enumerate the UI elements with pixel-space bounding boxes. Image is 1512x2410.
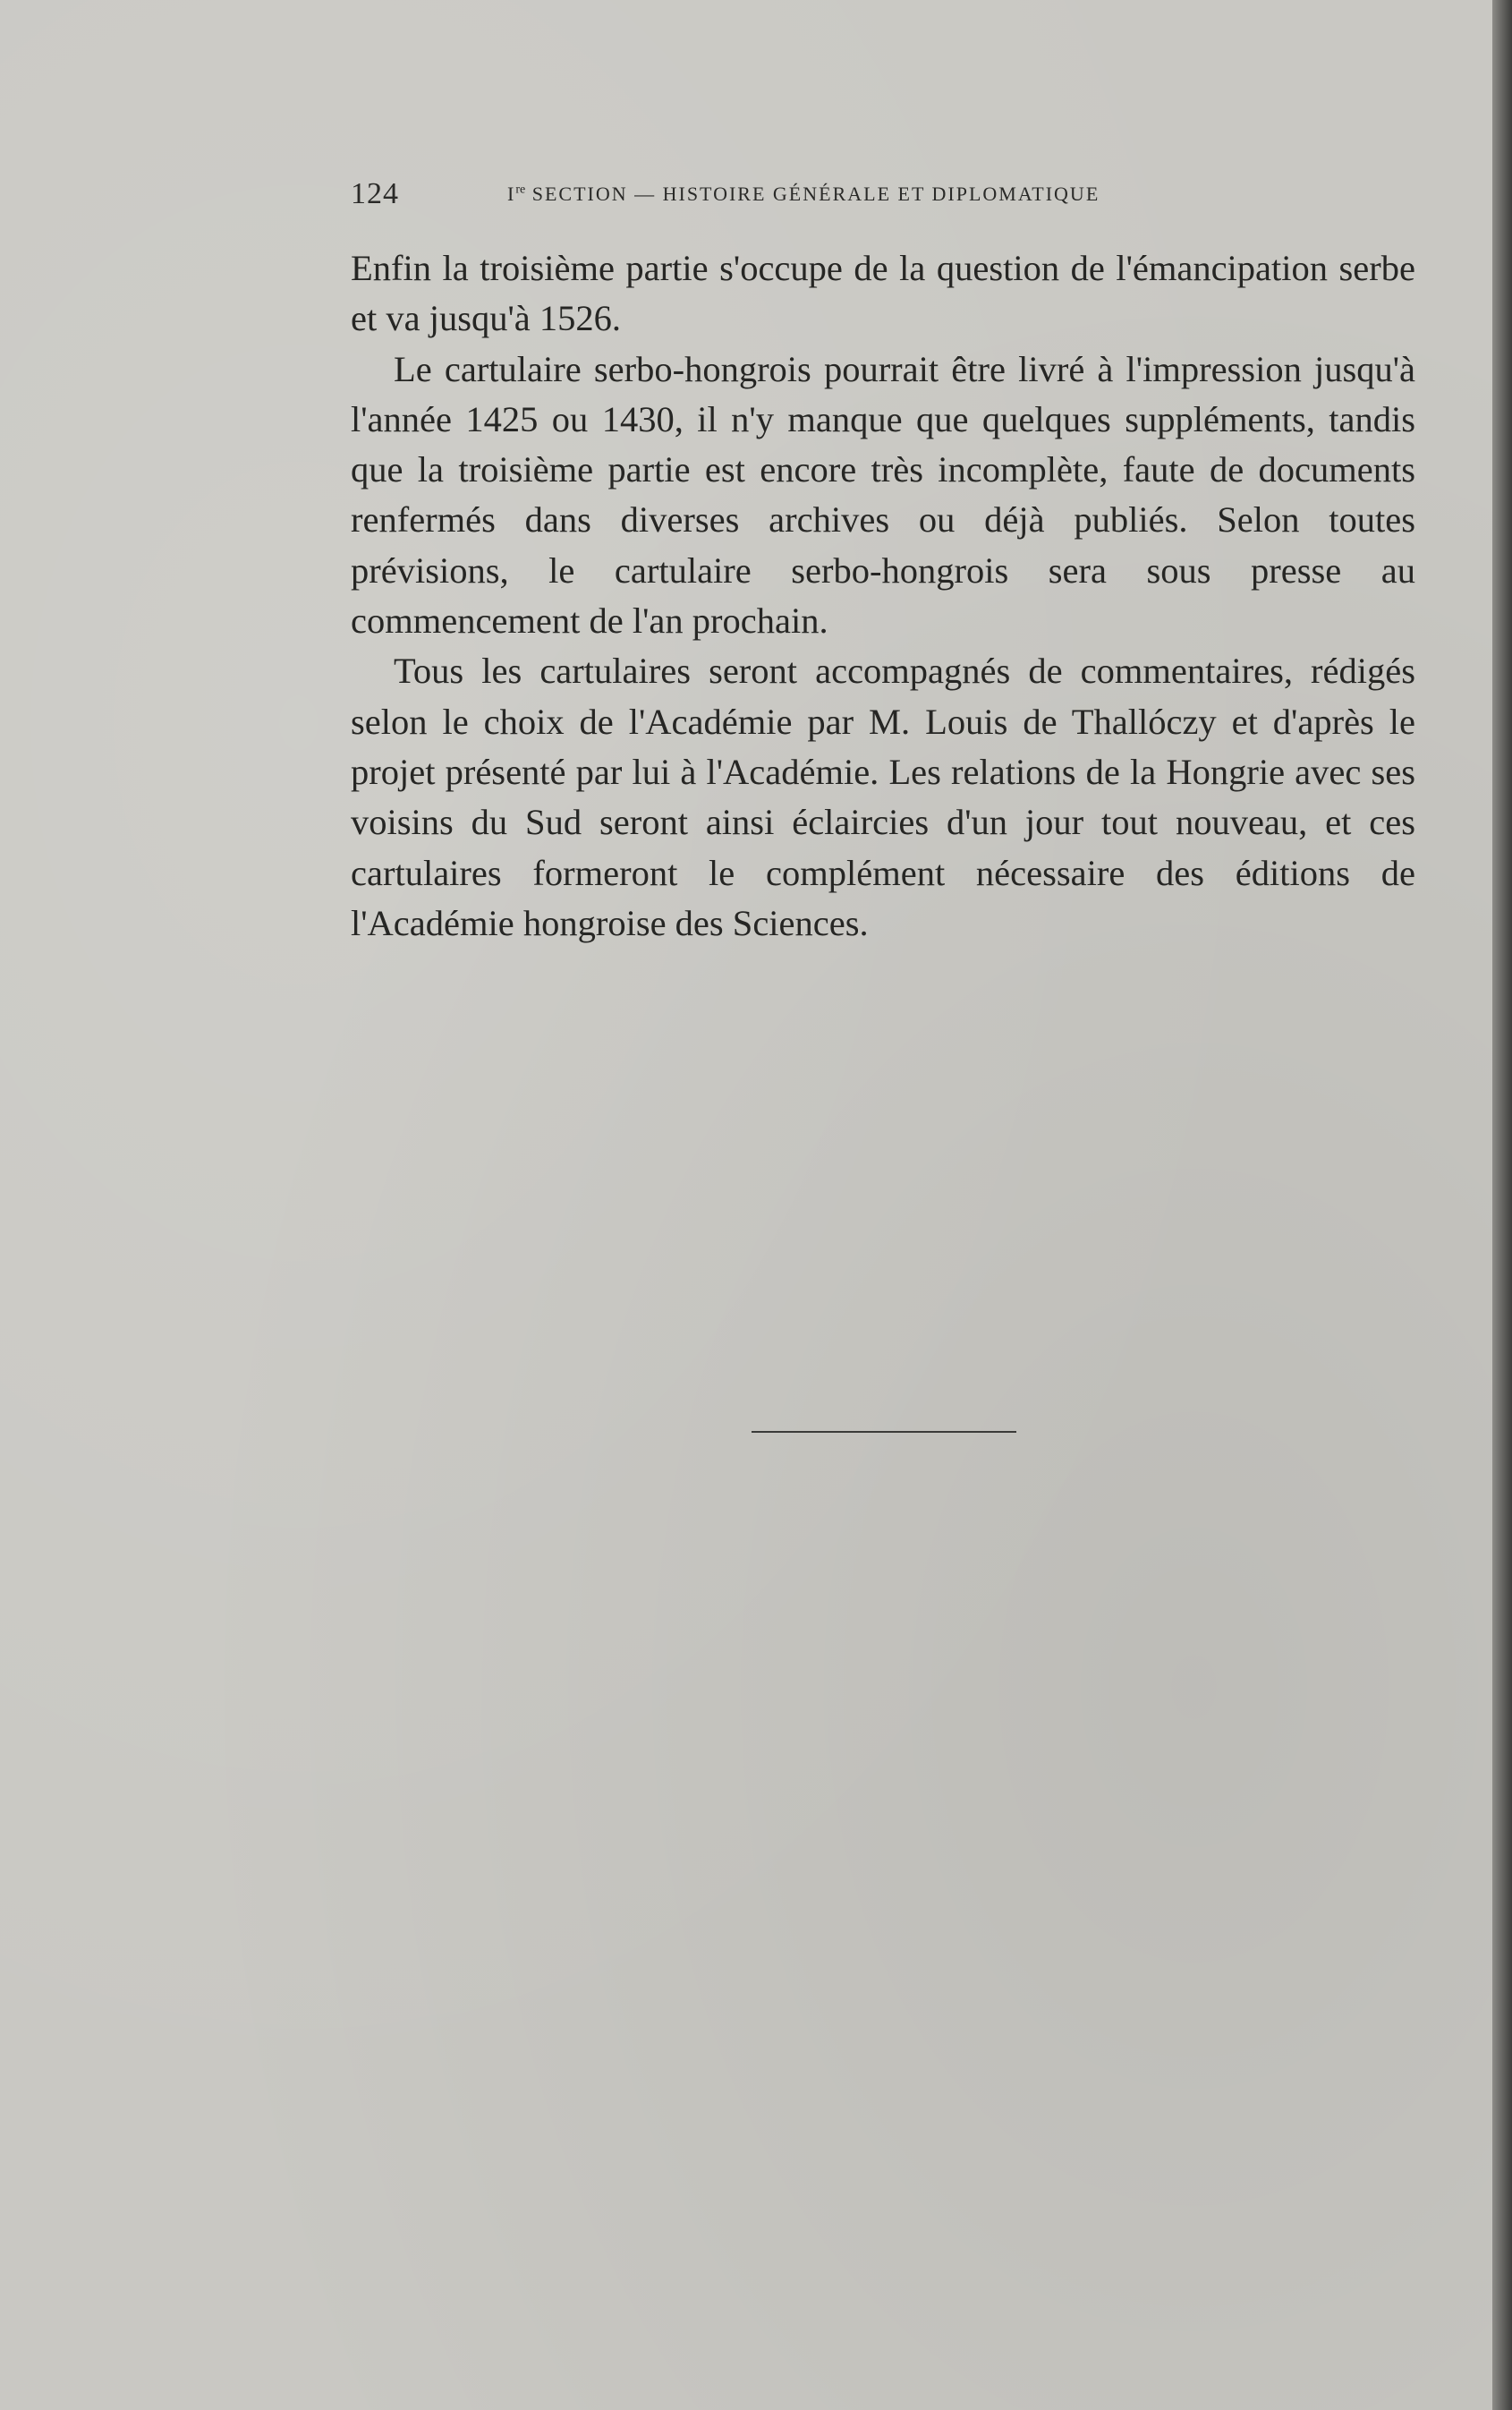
section-title-rest: SECTION — HISTOIRE GÉNÉRALE ET DIPLOMATIQUE xyxy=(525,183,1100,205)
running-head xyxy=(351,177,1254,217)
body-text xyxy=(351,243,1415,949)
paragraph-cartulaire: Le cartulaire serbo-hongrois pourrait être livré à l'impression jusqu'à l'année 1425 ou 1430, il n'y manque que quelques suppléments, tandis que la troisième partie est encore très incomplète, faute de documents renfermés dans diverses archives ou déjà publiés. Selon toutes prévisions, le cartulaire serbo-hongrois sera sous presse au commencement de l'an prochain. xyxy=(351,348,1415,642)
paragraph-continuation: Enfin la troisième partie s'occupe de la question de l'émancipation serbe et va jusqu'à 1526. xyxy=(351,248,1415,339)
paragraph-commentaires: Tous les cartulaires seront accompagnés de commentaires, rédigés selon le choix de l'Académie par M. Louis de Thallóczy et d'après le projet présenté par lui à l'Académie. Les relations de la Hongrie avec ses voisins du Sud seront ainsi éclaircies d'un jour tout nouveau, et ces cartulaires formeront le complément nécessaire des éditions de l'Académie hongroise des Sciences. xyxy=(351,651,1415,943)
section-prefix: I xyxy=(507,183,516,205)
end-rule xyxy=(752,1431,1016,1433)
scan-edge xyxy=(1492,0,1512,2410)
section-superscript: re xyxy=(515,183,526,197)
section-title xyxy=(507,183,1100,206)
page-number: 124 xyxy=(351,177,399,210)
